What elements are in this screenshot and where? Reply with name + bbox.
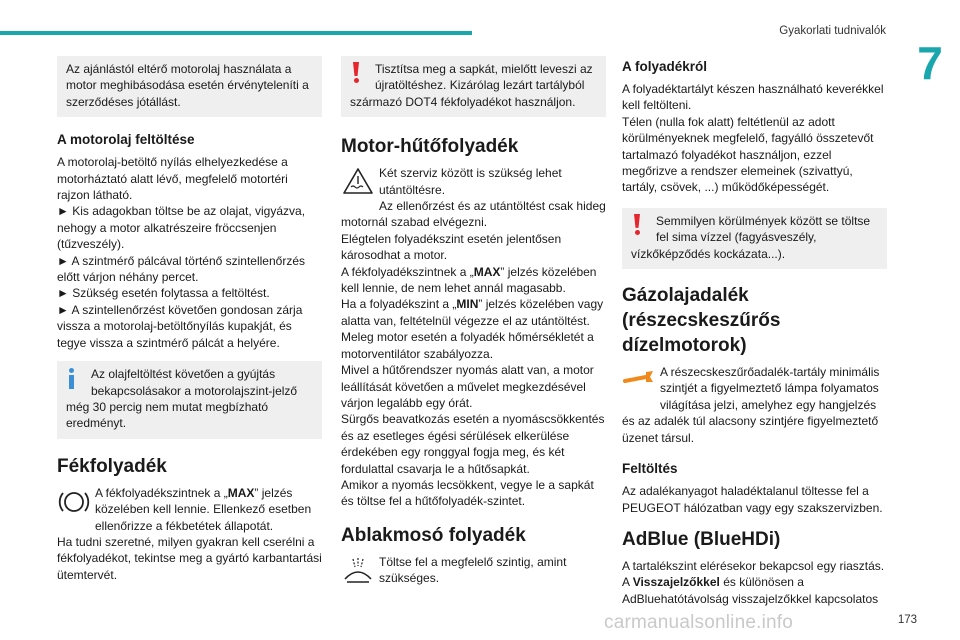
note-text: Az ajánlástól eltérő motorolaj használata a motor meghibásodása esetén érvényteleníti a szerződéses jótállást.: [66, 62, 309, 109]
paragraph: A tartalékszint elérésekor bekapcsol egy riasztás.: [622, 558, 885, 573]
info-text: Az olajfeltöltést követően a gyújtás bekapcsolásakor a motorolajszint-jelző még 30 percig nem mutat megbízható eredményt.: [66, 367, 298, 431]
paragraph: Sürgős beavatkozás esetén a nyomáscsökkentés és az esetleges égési sérülések elkerülése érdekében egy ronggyal fogja meg, és két fordulattal csavarja le a hűtősapkát.: [341, 412, 605, 476]
column-1: [57, 56, 322, 583]
paragraph: Az ellenőrzést és az utántöltést csak hideg motornál szabad elvégezni.: [341, 199, 606, 230]
paragraph: Télen (nulla fok alatt) feltétlenül az adott körülményeknek megfelelő, fagyálló összetevőt tartalmazó folyadékot használjon, ezzel megőrizve a rendszer elemeinek (szivattyú, tartály, csövek, ...) működőképességét.: [622, 114, 874, 195]
column-2: [341, 56, 606, 587]
watermark: carmanualsonline.info: [604, 612, 794, 633]
warning-text: Tisztítsa meg a sapkát, mielőtt leveszi az újratöltéshez. Kizárólag lezárt tartályból származó DOT4 fékfolyadékot használjon.: [350, 62, 593, 109]
heading-adblue: AdBlue (BlueHDi): [622, 528, 781, 550]
paragraph: Ha tudni szeretné, milyen gyakran kell cserélni a fékfolyadékot, tekintse meg a gyártó karbantartási ütemtervét.: [57, 534, 322, 582]
paragraph: Elégtelen folyadékszint esetén jelentősen károsodhat a motor.: [341, 231, 562, 263]
heading-coolant: Motor-hűtőfolyadék: [341, 136, 519, 158]
info-box-oil-gauge: [57, 361, 322, 439]
brake-fluid-body: A fékfolyadékszintnek a „MAX” jelzés közelében kell lennie. Ellenkező esetben ellenőrizze a fékbetétek állapotát. Ha tudni szeretné, milyen gyakran kell cserélni a fékfolyadékot, tekintse meg a gyártó karbantartási ütemtervét.: [57, 485, 322, 582]
warning-text: Semmilyen körülmények között se töltse fel sima vízzel (fagyásveszély, vízkőképződés kockázata...).: [631, 213, 871, 261]
warning-box-dot4: [341, 56, 606, 117]
section-title: Gyakorlati tudnivalók: [779, 25, 886, 37]
header-accent-bar: [0, 31, 472, 35]
oil-filling-body: [57, 154, 322, 351]
warning-icon: [629, 213, 651, 245]
paragraph: A folyadéktartályt készen használható keverékkel kell feltölteni.: [622, 82, 884, 113]
column-3: [622, 56, 887, 607]
brake-warning-icon: [57, 486, 91, 518]
paragraph: ► A szintellenőrzést követően gondosan zárja vissza a motorolaj-betöltőnyílás kupakját, és tegye vissza a szintmérő pálcát a helyére.: [57, 302, 303, 350]
heading-refill: Feltöltés: [622, 461, 678, 477]
paragraph: ► A szintmérő pálcával történő szintellenőrzés előtt várjon néhány percet.: [57, 253, 305, 285]
coolant-body: Két szerviz között is szükség lehet utántöltésre. Az ellenőrzést és az utántöltést csak hideg motornál szabad elvégezni. Elégtelen folyadékszint esetén jelentősen károsodhat a motor. A fékfolyadékszintnek a „MAX” jelzés közelében kell lennie, de nem lehet annál magasabb. Ha a folyadékszint a „MIN” jelzés közelében vagy alatta van, feltételnül végezze el az utántöltést. Meleg motor esetén a folyadék hőmérsékletét a motorventilátor szabályozza. Mivel a hűtőrendszer nyomás alatt van, a motor leállítását követően a művelet megkezdésével várjon legalább egy órát. Sürgős beavatkozás esetén a nyomáscsökkentés és az esetleges égési sérülések elkerülése érdekében egy ronggyal fogja meg, és két fordulattal csavarja le a hűtősapkát. Amikor a nyomás lecsökkent, vegye le a sapkát és töltse fel a hűtőfolyadék-szintet.: [341, 166, 606, 509]
wrench-icon: [622, 365, 656, 397]
washer-body: Töltse fel a megfelelő szintig, amint szükséges.: [341, 554, 606, 587]
paragraph: Mivel a hűtőrendszer nyomás alatt van, a motor leállítását követően a művelet megkezdésével várjon legalább egy órát.: [341, 363, 594, 410]
paragraph: Meleg motor esetén a folyadék hőmérsékletét a motorventilátor szabályozza.: [341, 330, 594, 361]
heading-diesel-additive: Gázolajadalék (részecskeszűrős dízelmotorok): [622, 285, 781, 357]
note-box-oil-warranty: [57, 56, 322, 117]
heading-brake-fluid: Fékfolyadék: [57, 455, 167, 477]
paragraph: A Visszajelzőkkel és különösen a AdBluehatótávolság visszajelzőkkel kapcsolatos: [622, 575, 879, 606]
about-fluid-body: [622, 81, 887, 196]
paragraph: A fékfolyadékszintnek a „MAX” jelzés közelében kell lennie, de nem lehet annál magasabb.: [341, 264, 597, 296]
warning-box-water: [622, 208, 887, 269]
caution-triangle-icon: [341, 166, 375, 198]
page-number: 173: [897, 614, 917, 626]
heading-about-fluid: A folyadékról: [622, 59, 708, 74]
diesel-additive-body: A részecskeszűrőadalék-tartály minimális szintjét a figyelmeztető lámpa folyamatos világítása jelzi, amelyhez egy hangjelzés és az adalék túl alacsony szintjére figyelmeztető üzenet társul.: [622, 365, 880, 445]
paragraph: A motorolaj-betöltő nyílás elhelyezkedése a motorháztató alatt lévő, megfelelő motortéri rajzon látható.: [57, 155, 288, 203]
heading-washer-fluid: Ablakmosó folyadék: [341, 524, 526, 546]
refill-body: Az adalékanyagot haladéktalanul töltesse fel a PEUGEOT hálózatban vagy egy szakszervizben.: [622, 484, 883, 515]
info-icon: [64, 366, 86, 398]
adblue-body: [622, 558, 887, 607]
paragraph: Ha a folyadékszint a „MIN” jelzés közelében vagy alatta van, feltételnül végezze el az utántöltést.: [341, 297, 604, 328]
paragraph: Amikor a nyomás lecsökkent, vegye le a sapkát és töltse fel a hűtőfolyadék-szintet.: [341, 477, 594, 509]
heading-oil-filling: A motorolaj feltöltése: [57, 132, 195, 148]
washer-fluid-icon: [341, 555, 375, 587]
paragraph: ► Kis adagokban töltse be az olajat, vigyázva, nehogy a motor alkatrészeire fröccsenjen (tűzveszély).: [57, 204, 306, 252]
paragraph: ► Szükség esetén folytassa a feltöltést.: [57, 286, 270, 301]
chapter-number: 7: [917, 37, 943, 89]
warning-icon: [348, 61, 370, 93]
